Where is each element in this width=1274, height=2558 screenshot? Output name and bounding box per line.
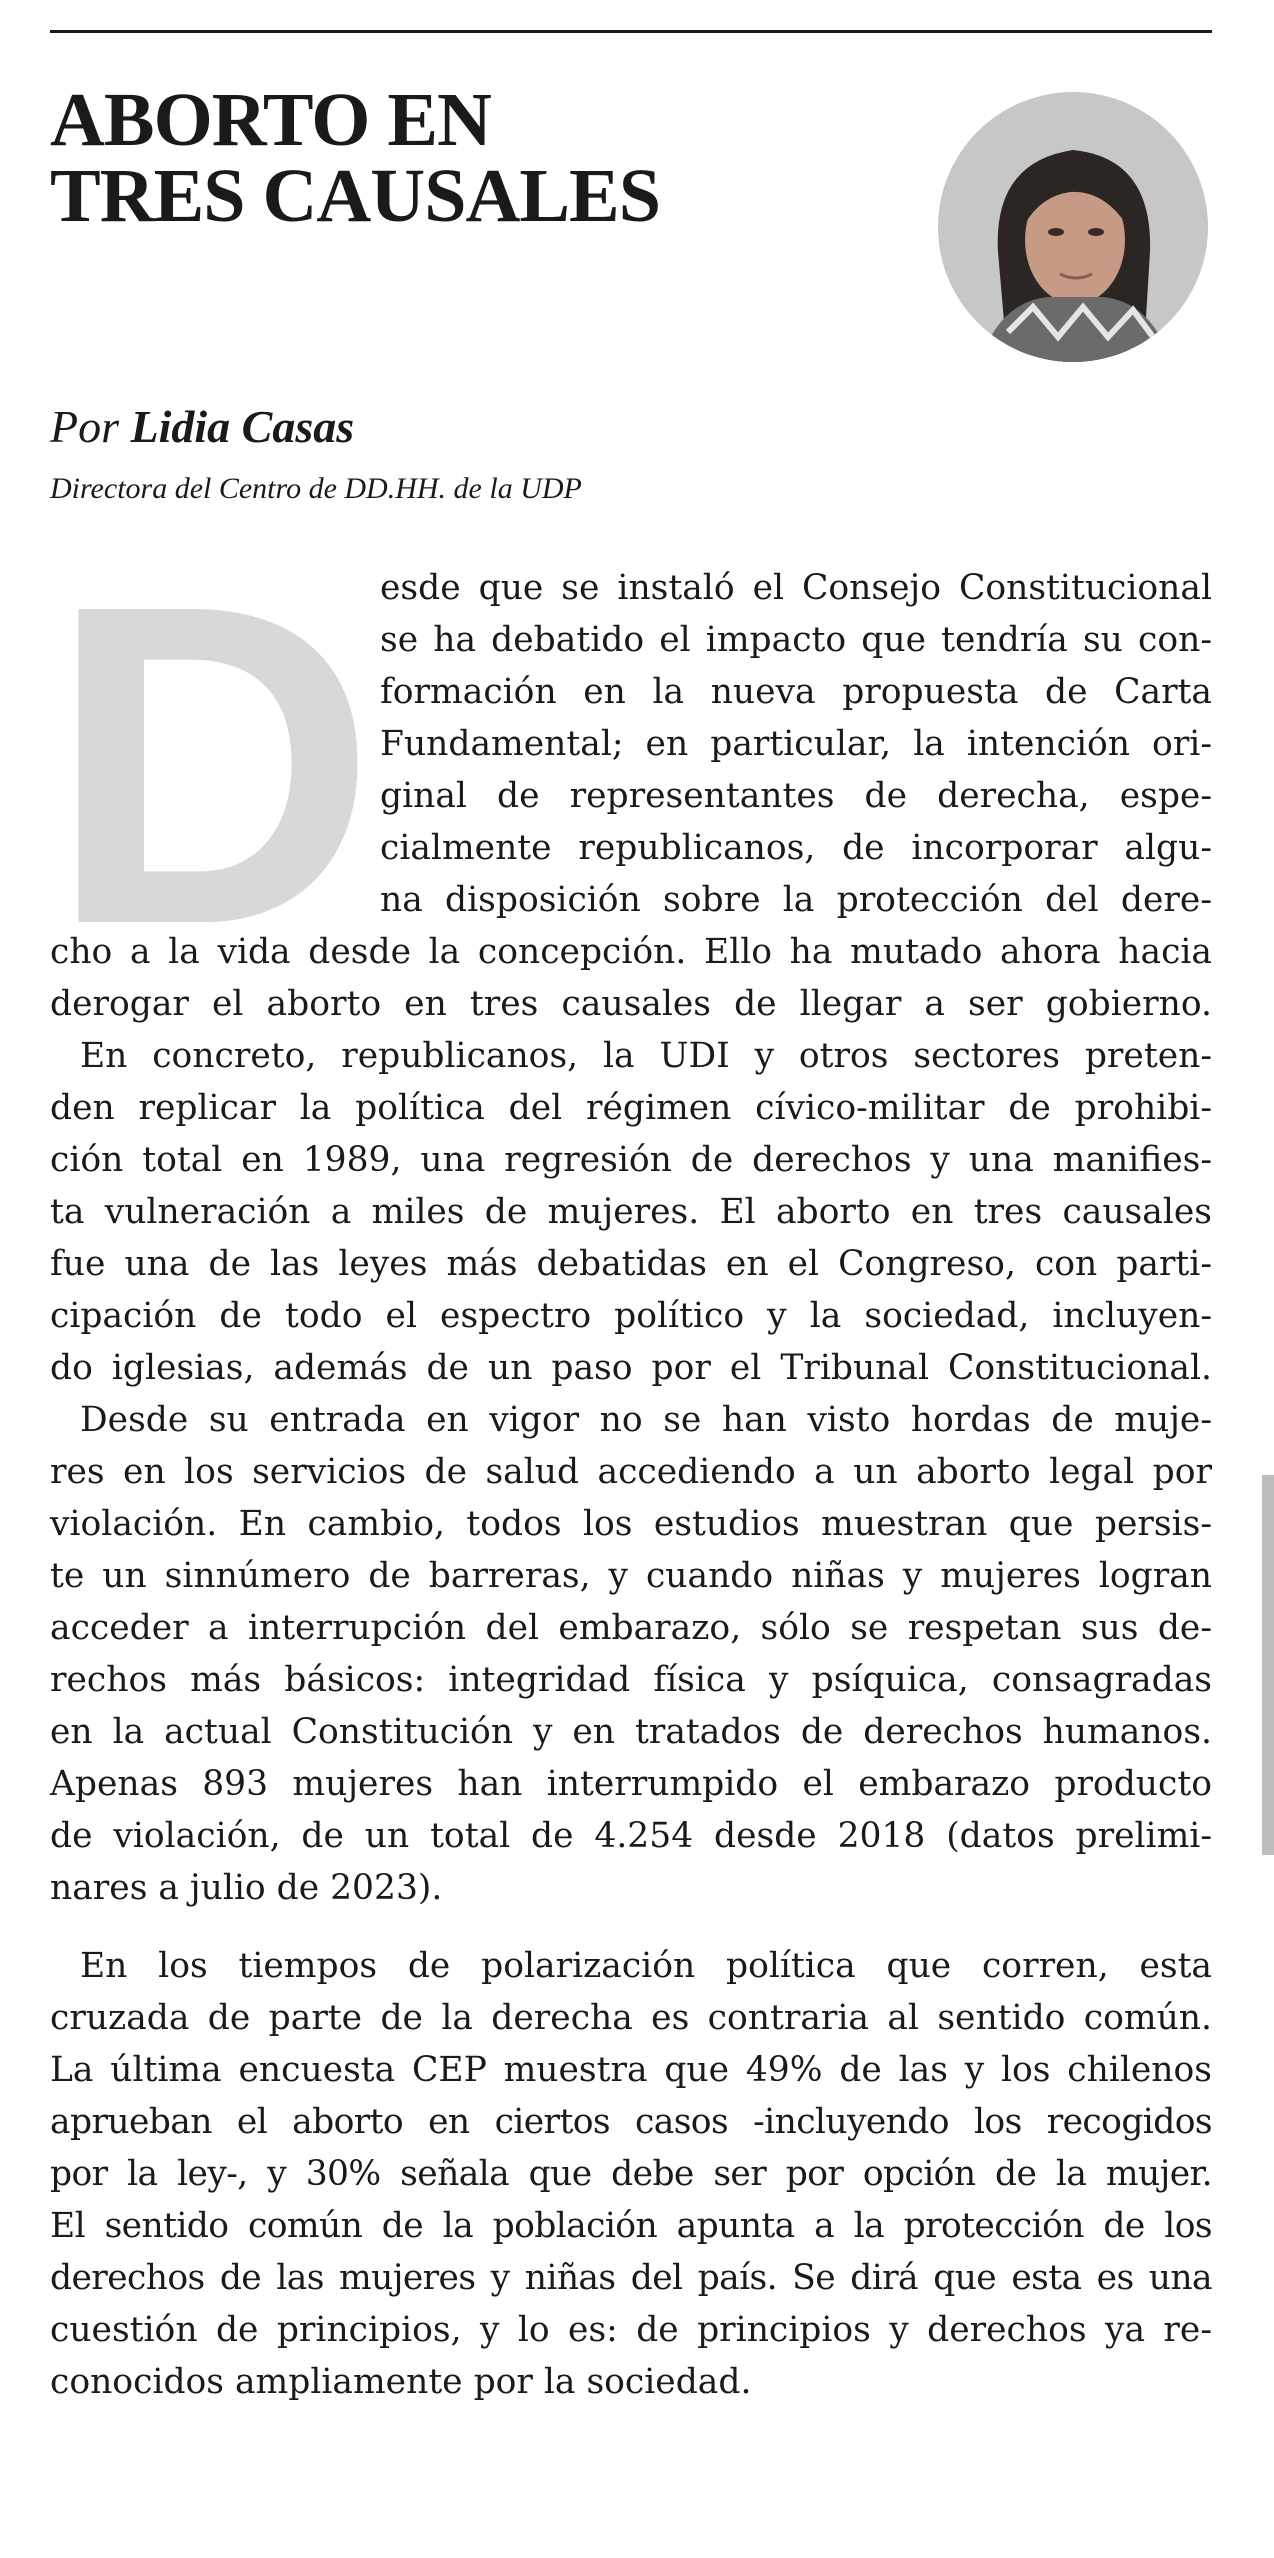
body-line: La última encuesta CEP muestra que 49% de las y los chilenos bbox=[50, 2050, 1212, 2090]
byline bbox=[50, 400, 354, 453]
body-line: Fundamental; en particular, la intención ori- bbox=[380, 724, 1212, 764]
drop-cap: D bbox=[48, 511, 377, 1019]
body-line: acceder a interrupción del embarazo, sólo se respetan sus de- bbox=[50, 1608, 1212, 1648]
body-line: Apenas 893 mujeres han interrumpido el embarazo producto bbox=[50, 1764, 1212, 1804]
title-line: ABORTO EN bbox=[50, 78, 491, 162]
body-line: cuestión de principios, y lo es: de principios y derechos ya re- bbox=[50, 2310, 1212, 2350]
body-line: res en los servicios de salud accediendo a un aborto legal por bbox=[50, 1452, 1212, 1492]
body-line: cho a la vida desde la concepción. Ello ha mutado ahora hacia bbox=[50, 932, 1212, 972]
body-line: cruzada de parte de la derecha es contraria al sentido común. bbox=[50, 1998, 1212, 2038]
body-line: ción total en 1989, una regresión de derechos y una manifies- bbox=[50, 1140, 1212, 1180]
body-line: derechos de las mujeres y niñas del país. Se dirá que esta es una bbox=[50, 2258, 1212, 2298]
body-line: esde que se instaló el Consejo Constitucional bbox=[380, 568, 1212, 608]
article-title bbox=[50, 78, 850, 238]
page-edge-shadow bbox=[1262, 1475, 1274, 1855]
author-portrait bbox=[938, 92, 1208, 362]
body-line: den replicar la política del régimen cívico-militar de prohibi- bbox=[50, 1088, 1212, 1128]
body-line: derogar el aborto en tres causales de llegar a ser gobierno. bbox=[50, 984, 1212, 1024]
body-line: do iglesias, además de un paso por el Tribunal Constitucional. bbox=[50, 1348, 1212, 1388]
byline-prefix: Por bbox=[50, 401, 119, 452]
body-line: na disposición sobre la protección del dere- bbox=[380, 880, 1212, 920]
body-line: aprueban el aborto en ciertos casos -incluyendo los recogidos bbox=[50, 2102, 1212, 2142]
body-line: cialmente republicanos, de incorporar algu- bbox=[380, 828, 1212, 868]
body-line: de violación, de un total de 4.254 desde 2018 (datos prelimi- bbox=[50, 1816, 1212, 1856]
body-line: formación en la nueva propuesta de Carta bbox=[380, 672, 1212, 712]
body-line: en la actual Constitución y en tratados de derechos humanos. bbox=[50, 1712, 1212, 1752]
header-rule bbox=[50, 30, 1212, 33]
body-line: En concreto, republicanos, la UDI y otros sectores preten- bbox=[80, 1036, 1212, 1076]
body-line: te un sinnúmero de barreras, y cuando niñas y mujeres logran bbox=[50, 1556, 1212, 1596]
body-line: por la ley-, y 30% señala que debe ser por opción de la mujer. bbox=[50, 2154, 1212, 2194]
body-line: El sentido común de la población apunta a la protección de los bbox=[50, 2206, 1212, 2246]
body-line: fue una de las leyes más debatidas en el Congreso, con parti- bbox=[50, 1244, 1212, 1284]
title-line: TRES CAUSALES bbox=[50, 154, 660, 238]
body-line: Desde su entrada en vigor no se han visto hordas de muje- bbox=[80, 1400, 1212, 1440]
body-line: rechos más básicos: integridad física y psíquica, consagradas bbox=[50, 1660, 1212, 1700]
body-line: En los tiempos de polarización política que corren, esta bbox=[80, 1946, 1212, 1986]
author-name: Lidia Casas bbox=[130, 401, 355, 452]
portrait-illustration bbox=[938, 92, 1208, 362]
body-line: nares a julio de 2023). bbox=[50, 1868, 443, 1908]
body-line: se ha debatido el impacto que tendría su con- bbox=[380, 620, 1212, 660]
body-line: violación. En cambio, todos los estudios muestran que persis- bbox=[50, 1504, 1212, 1544]
body-line: conocidos ampliamente por la sociedad. bbox=[50, 2362, 752, 2402]
body-line: cipación de todo el espectro político y la sociedad, incluyen- bbox=[50, 1296, 1212, 1336]
body-line: ginal de representantes de derecha, espe- bbox=[380, 776, 1212, 816]
body-line: ta vulneración a miles de mujeres. El aborto en tres causales bbox=[50, 1192, 1212, 1232]
author-role: Directora del Centro de DD.HH. de la UDP bbox=[50, 472, 582, 505]
